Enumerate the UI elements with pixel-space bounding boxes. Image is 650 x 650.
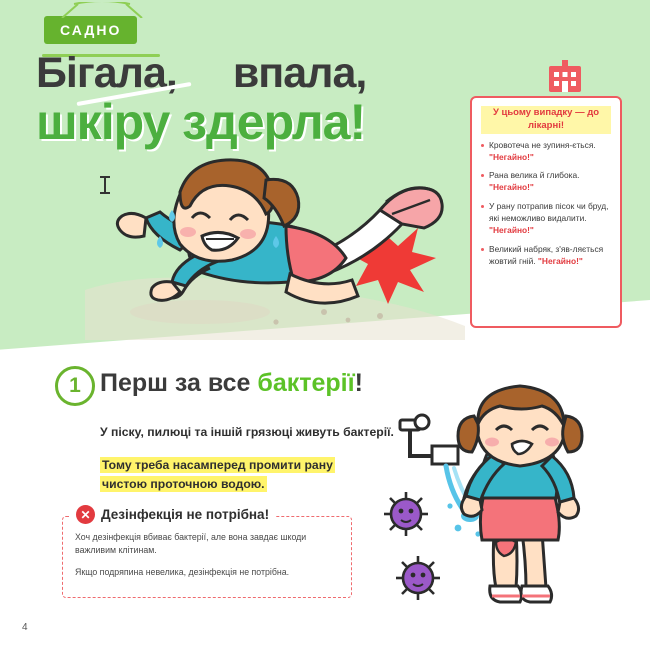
close-circle-icon: ✕ — [76, 505, 95, 524]
tag-strings-icon — [54, 2, 150, 18]
list-item — [481, 170, 611, 194]
section-tag — [44, 16, 137, 44]
warning-emphasis: "Негайно!" — [537, 256, 583, 266]
headline — [36, 49, 466, 150]
disinfection-note-box — [62, 516, 352, 598]
disinfection-paragraph-2: Якщо подряпина невелика, дезінфекція не потрібна. — [75, 567, 290, 578]
headline-line-2: шкіру здерла! — [36, 94, 366, 150]
warning-emphasis: "Негайно!" — [489, 151, 534, 162]
hospital-warning-box — [470, 96, 622, 328]
headline-word-2: впала, — [232, 49, 367, 97]
section-title — [100, 369, 363, 398]
germ-icon — [384, 492, 428, 536]
disinfection-header — [70, 505, 275, 524]
hospital-warning-list — [481, 140, 611, 268]
warning-text: Кровотеча не зупиня-ється. — [489, 139, 596, 150]
illustration-washing-wound — [366, 382, 634, 614]
headline-line-1 — [36, 49, 466, 97]
section-title-highlight: бактерії — [257, 369, 355, 397]
section-title-plain: Перш за все — [100, 369, 258, 397]
section1-paragraph-2-line-2: чистою проточною водою. — [102, 476, 265, 491]
section1-paragraph-2-line-1: Тому треба насамперед промити рану — [102, 458, 333, 472]
hospital-title: У цьому випадку — до лікарні! — [481, 106, 611, 134]
section-title-tail: ! — [354, 369, 363, 397]
warning-emphasis: "Негайно!" — [489, 225, 534, 236]
hospital-title-wrap — [481, 106, 611, 134]
tag-label: САДНО — [44, 16, 137, 44]
page-number: 4 — [22, 622, 28, 633]
hospital-icon — [543, 60, 587, 94]
disinfection-title: Дезінфекція не потрібна! — [101, 507, 270, 522]
warning-emphasis: "Негайно!" — [489, 182, 534, 193]
section1-paragraph-2 — [100, 456, 335, 494]
warning-text: У рану потрапив пісок чи бруд, які неможливо видалити. — [489, 201, 609, 224]
disinfection-paragraph-1: Хоч дезінфекція вбиває бактерії, але вона завдає шкоди важливим клітинам. — [75, 532, 307, 556]
warning-text: Рана велика й глибока. — [489, 170, 580, 181]
germ-icon — [396, 556, 440, 600]
warning-text: Великий набряк, з'яв-ляється жовтий гній. — [489, 244, 604, 266]
list-item — [481, 140, 611, 164]
list-item — [481, 201, 611, 237]
headline-word-1: Бігала, — [36, 49, 177, 97]
section1-paragraph-1: У піску, пилюці та іншій грязюці живуть бактерії. — [100, 425, 394, 439]
illustration-falling-girl — [80, 140, 470, 340]
list-item — [481, 244, 611, 268]
section-number-badge: 1 — [55, 366, 95, 406]
